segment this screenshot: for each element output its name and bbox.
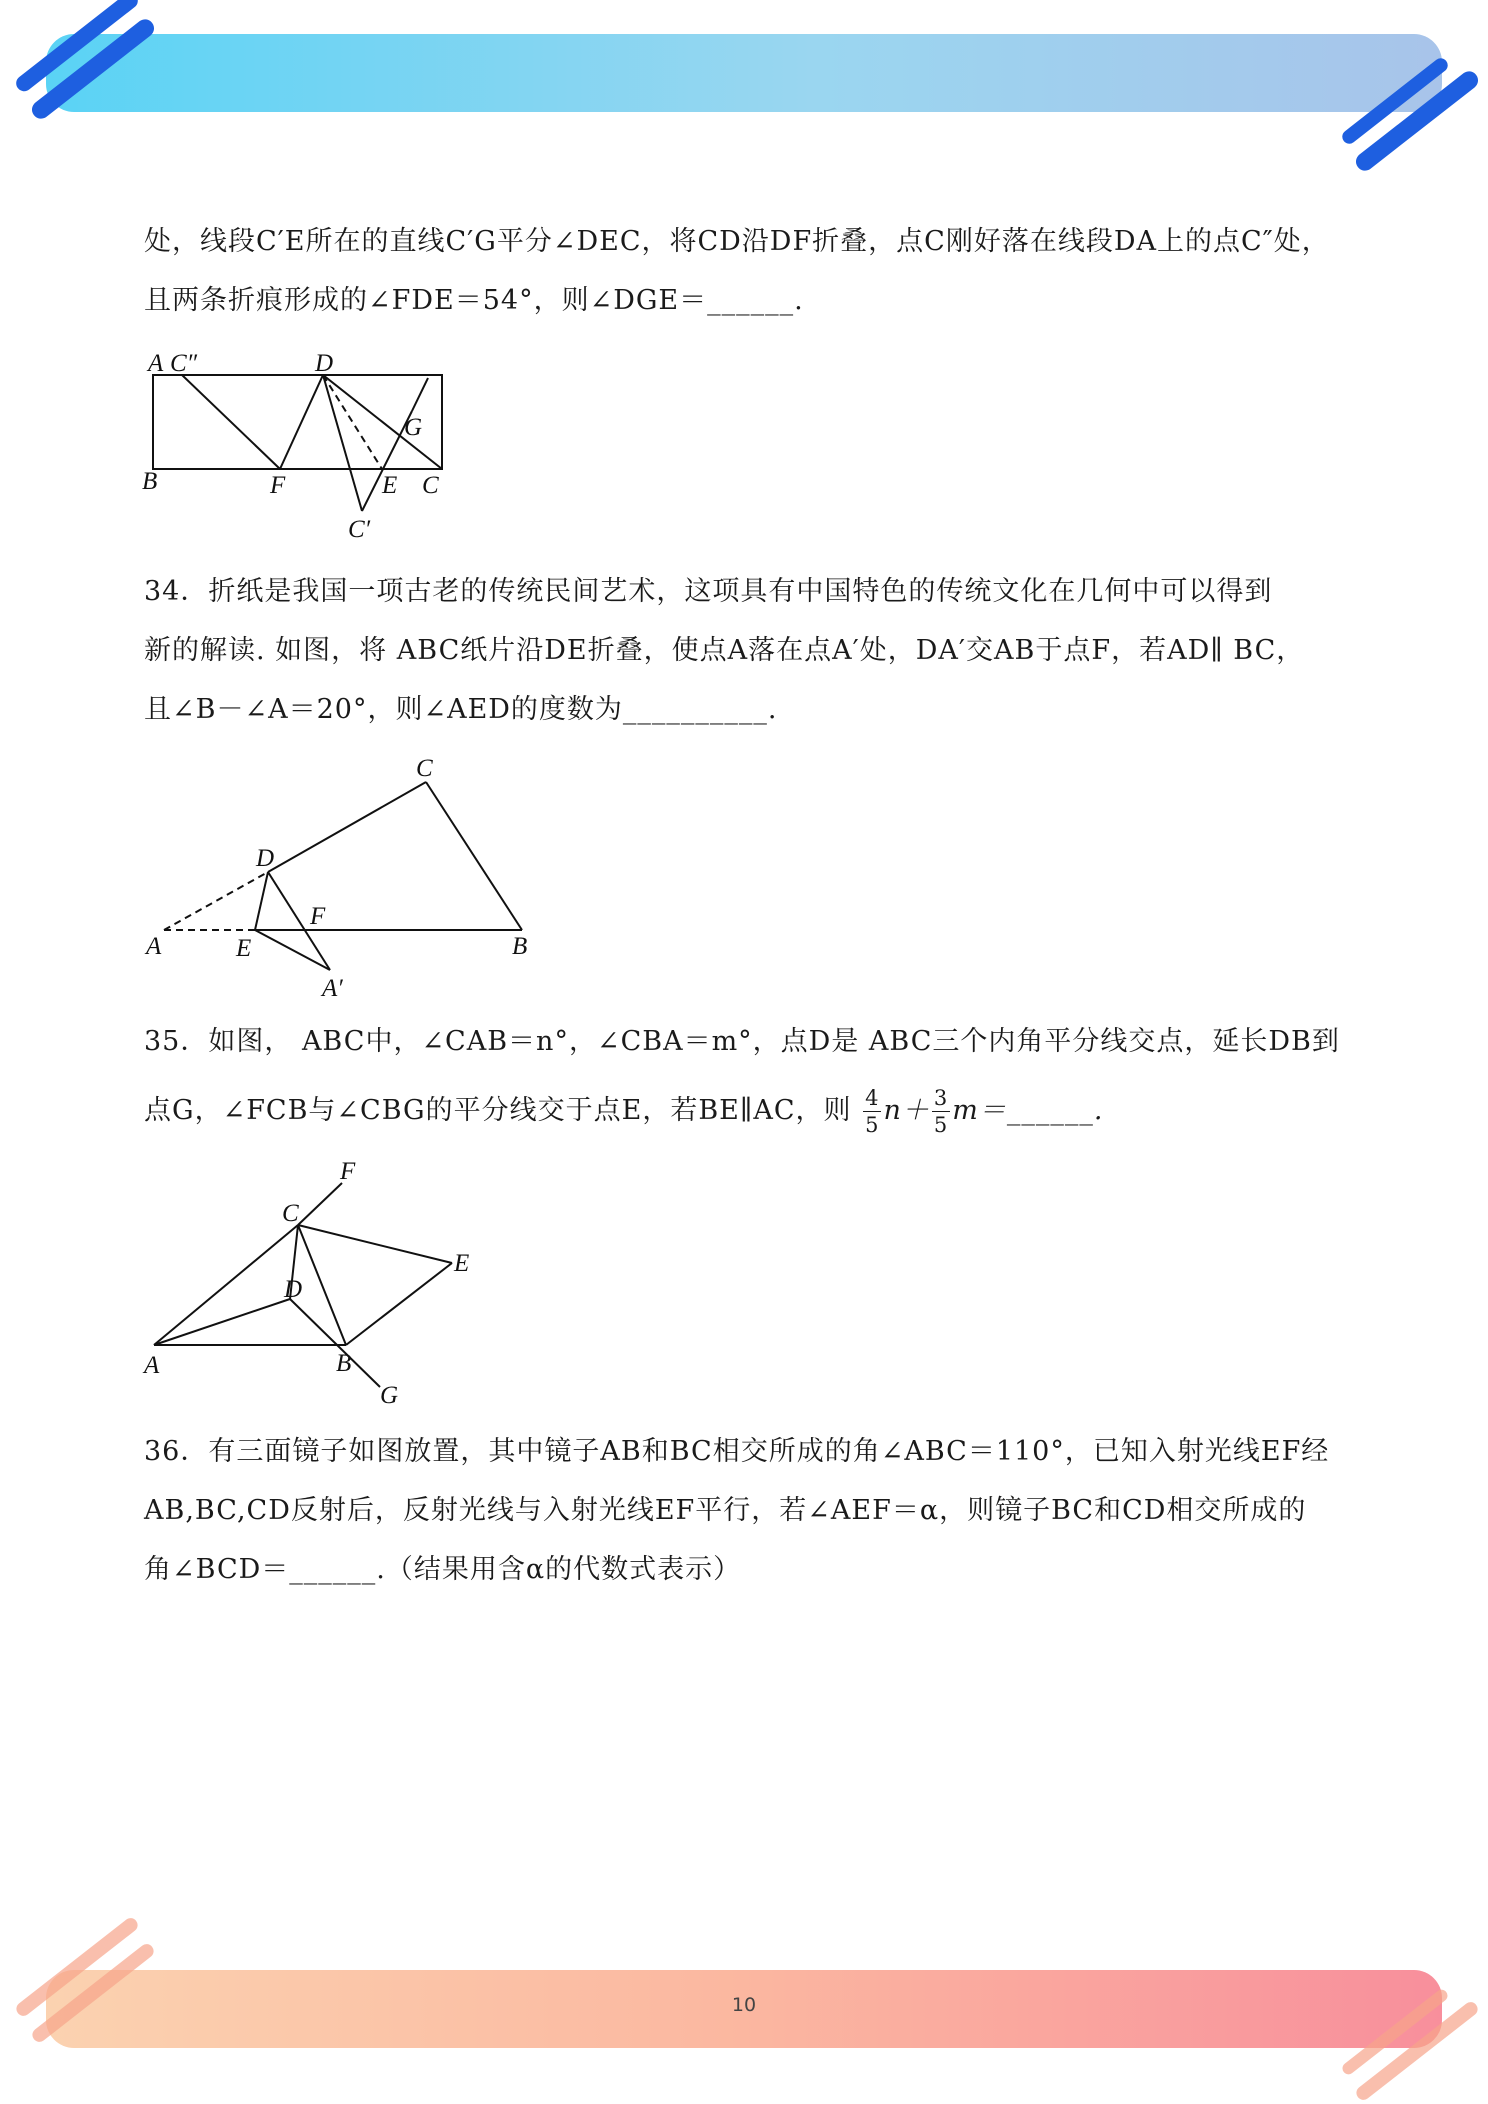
text-line: 且两条折痕形成的∠FDE＝54°，则∠DGE＝______. [144,285,804,316]
line-g-ext [412,378,428,411]
figure-34 [140,748,560,1008]
text-line: 且∠B－∠A＝20°，则∠AED的度数为__________. [144,694,778,725]
label-f: F [340,1158,356,1185]
label-b: B [336,1350,352,1377]
segment-dc1 [323,375,362,511]
label-a1: A′ [322,975,343,1002]
text-segment: n＋ [883,1095,930,1126]
label-b: B [512,933,528,960]
fraction-numerator: 3 [933,1086,949,1110]
fold-line-df [280,375,323,469]
label-f: F [310,903,326,930]
text-segment: m＝______. [952,1095,1104,1126]
fraction-denominator: 5 [865,1113,880,1137]
label-d: D [284,1276,303,1303]
label-e: E [236,935,252,962]
fraction-denominator: 5 [933,1113,949,1137]
text-segment: 点G，∠FCB与∠CBG的平分线交于点E，若BE∥AC，则 [144,1095,852,1126]
figure-33 [140,345,460,545]
label-a: A [144,1352,160,1379]
fraction-numerator: 4 [865,1086,880,1110]
fraction [932,1085,950,1138]
label-f: F [270,472,286,499]
segment-ad [154,1299,290,1345]
label-d: D [256,845,275,872]
segment-be [346,1263,452,1345]
label-c2: C″ [170,350,198,377]
text-line: 36．有三面镜子如图放置，其中镜子AB和BC相交所成的角∠ABC＝110°，已知入射光线EF经 [144,1436,1330,1467]
side-dc [268,782,426,872]
text-line [144,1071,1354,1151]
segment-ce [298,1225,452,1263]
label-b: B [142,468,158,495]
text-line: 35．如图， ABC中，∠CAB＝n°，∠CBA＝m°，点D是 ABC三个内角平分线交点，延长DB到 [144,1026,1340,1057]
label-a: A [148,350,164,377]
fold-de [255,872,268,930]
question-34-text [144,562,1354,739]
side-cb [298,1225,346,1345]
question-33-text [144,212,1354,330]
label-a: A [146,933,162,960]
text-line: 处，线段C′E所在的直线C′G平分∠DEC，将CD沿DF折叠，点C刚好落在线段DA上的点C″处， [144,226,1330,257]
segment-de [323,375,382,469]
segment-cf [298,1183,342,1225]
text-line: AB,BC,CD反射后，反射光线与入射光线EF平行，若∠AEF＝α，则镜子BC和CD相交所成的 [144,1495,1307,1526]
label-g: G [380,1382,399,1405]
label-e: E [454,1250,470,1277]
question-36-text [144,1422,1354,1599]
segment-dg [290,1299,380,1387]
fold-line-c2f [182,375,280,469]
text-line: 新的解读. 如图，将 ABC纸片沿DE折叠，使点A落在点A′处，DA′交AB于点F，若AD∥ BC， [144,635,1305,666]
header-banner [46,34,1442,112]
label-c: C [282,1200,299,1227]
text-line: 34．折纸是我国一项古老的传统民间艺术，这项具有中国特色的传统文化在几何中可以得到 [144,576,1273,607]
label-d: D [315,350,334,377]
label-c1: C′ [348,516,371,543]
label-g: G [404,414,423,441]
label-c: C [422,472,439,499]
label-c: C [416,755,433,782]
label-e: E [382,472,398,499]
side-ac [154,1225,298,1345]
dashed-ad [164,872,268,930]
side-cb [426,782,522,930]
fraction [863,1085,881,1138]
figure-35 [140,1155,490,1405]
segment-dc [323,375,442,469]
text-line: 角∠BCD＝______.（结果用含α的代数式表示） [144,1554,742,1585]
segment-ea1 [255,930,330,970]
page-number: 10 [731,1994,757,2016]
question-35-text [144,1012,1354,1151]
